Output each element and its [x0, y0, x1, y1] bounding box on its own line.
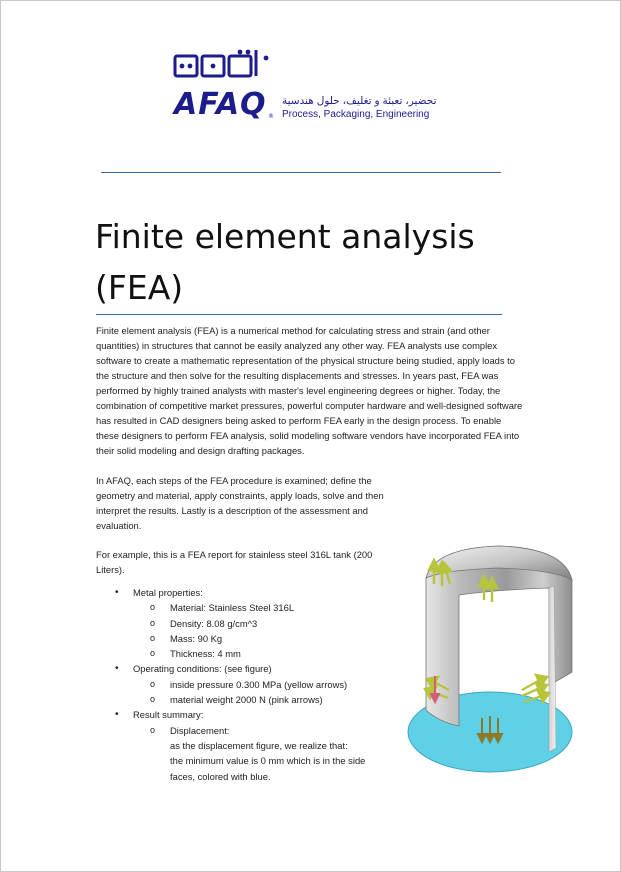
list-item: [96, 585, 406, 600]
metal-property: Thickness: 4 mm: [170, 648, 241, 660]
circle-bullet-icon: o: [150, 617, 156, 628]
afaq-logo-mark: [172, 48, 277, 124]
list-item: [96, 692, 406, 707]
example-paragraph: For example, this is a FEA report for stainless steel 316L tank (200 Liters).: [96, 549, 373, 575]
list-item: [96, 616, 406, 631]
logo-letters: AFAQ: [174, 87, 267, 122]
displacement-label: Displacement:: [170, 724, 230, 736]
list-item: [96, 723, 406, 738]
list-item: [96, 661, 406, 676]
displacement-text-line: the minimum value is 0 mm which is in the side: [170, 755, 366, 767]
displacement-text-line: as the displacement figure, we realize that:: [170, 739, 348, 751]
operating-conditions-heading: Operating conditions: (see figure): [133, 663, 272, 675]
metal-property: Material: Stainless Steel 316L: [170, 602, 295, 614]
metal-property: Density: 8.08 g/cm^3: [170, 617, 258, 629]
circle-bullet-icon: o: [150, 724, 156, 735]
list-item: [96, 707, 406, 722]
operating-condition: inside pressure 0.300 MPa (yellow arrows): [170, 678, 348, 690]
circle-bullet-icon: o: [150, 678, 156, 689]
list-item: [96, 600, 406, 615]
base-load-arrows: [478, 716, 502, 742]
company-logo: [172, 48, 442, 126]
circle-bullet-icon: o: [150, 648, 156, 659]
metal-property: Mass: 90 Kg: [170, 632, 223, 644]
title-divider: [96, 314, 502, 315]
intro-paragraph: Finite element analysis (FEA) is a numerical method for calculating stress and strain (and other quantities) in structures that cannot be easily analyzed any other way. FEA analysts use complex software to create a mathematic representation of the physical structure being studied, apply loads to the structure and then solve for the resulting displacements and stresses. In years past, FEA was performed by highly trained analysts with master's level engineering degrees or higher. Today, the combination of competitive market pressures, powerful computer hardware and well-designed software has resulted in CAD designers being asked to perform FEA early in the design process. To enable these designers to perform FEA analysis, solid modeling software vendors have incorporated FEA into their solid modeling and design drafting packages.: [96, 325, 523, 456]
list-item: [96, 631, 406, 646]
result-summary-heading: Result summary:: [133, 709, 204, 721]
tank-fea-figure: [404, 540, 580, 780]
afaq-procedure-paragraph: In AFAQ, each steps of the FEA procedure is examined; define the geometry and material, apply constraints, apply loads, solve and then interpret the results. Lastly is a description of the assessment and evaluation.: [96, 475, 384, 531]
page-title-line1: Finite element analysis: [95, 217, 475, 256]
bullet-icon: •: [115, 587, 119, 598]
metal-properties-heading: Metal properties:: [133, 587, 203, 598]
page-title: [95, 211, 515, 313]
header-divider: [101, 172, 501, 173]
circle-bullet-icon: o: [150, 602, 156, 613]
page-title-line2: (FEA): [95, 268, 184, 307]
circle-bullet-icon: o: [150, 694, 156, 705]
bullet-icon: •: [115, 663, 119, 675]
logo-english-tagline: Process, Packaging, Engineering: [282, 109, 430, 120]
displacement-text-line: faces, colored with blue.: [170, 770, 271, 782]
circle-bullet-icon: o: [150, 632, 156, 643]
svg-text:®: ®: [268, 113, 274, 120]
properties-list: [96, 585, 406, 784]
list-item: [96, 677, 406, 692]
logo-arabic-tagline: تحضير، تعبئة و تغليف، حلول هندسية: [282, 95, 437, 107]
list-item: [96, 646, 406, 661]
bullet-icon: •: [115, 709, 119, 721]
operating-condition: material weight 2000 N (pink arrows): [170, 694, 323, 706]
